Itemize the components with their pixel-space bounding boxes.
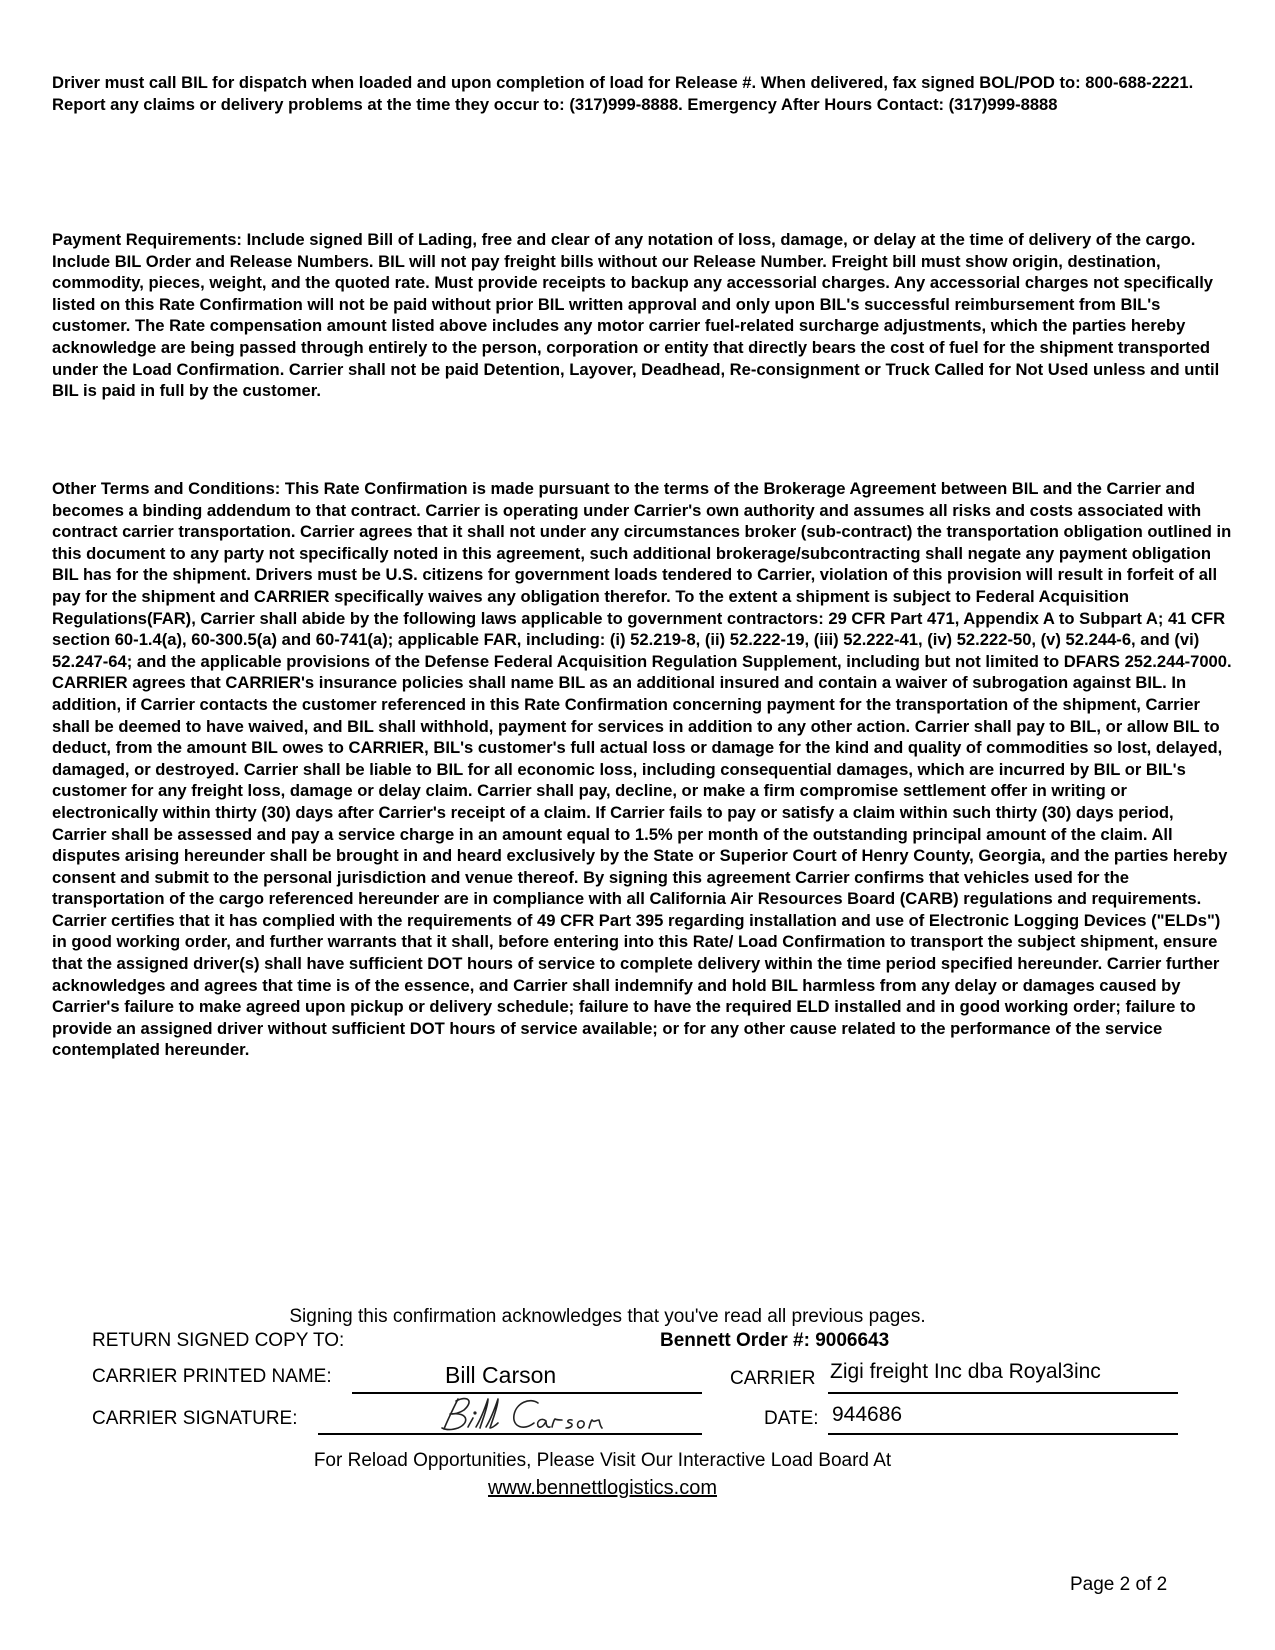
- carrier-printed-name-label: CARRIER PRINTED NAME:: [92, 1366, 332, 1387]
- carrier-label: CARRIER: [730, 1368, 816, 1389]
- acknowledgement-text: Signing this confirmation acknowledges that you've read all previous pages.: [289, 1306, 926, 1327]
- carrier-signature-image[interactable]: [434, 1393, 624, 1437]
- page-number: Page 2 of 2: [1070, 1574, 1168, 1595]
- terms-and-conditions: Other Terms and Conditions: This Rate Confirmation is made pursuant to the terms of the Brokerage Agreement between BIL and the Carrier and becomes a binding addendum to that contract. Carrier is operating under Carrier's own authority and assumes all risks and costs associated with contract carrier transportation. Carrier agrees that it shall not under any circumstances broker (sub-contract) the transportation obligation outlined in this document to any party not specifically noted in this agreement, such additional brokerage/subcontracting shall negate any payment obligation BIL has for the shipment. Drivers must be U.S. citizens for government loads tendered to Carrier, violation of this provision will result in forfeit of all pay for the shipment and CARRIER specifically waives any obligation therefor. To the extent a shipment is subject to Federal Acquisition Regulations(FAR), Carrier shall abide by the following laws applicable to government contractors: 29 CFR Part 471, Appendix A to Subpart A; 41 CFR section 60-1.4(a), 60-300.5(a) and 60-741(a); applicable FAR, including: (i) 52.219-8, (ii) 52.222-19, (iii) 52.222-41, (iv) 52.222-50, (v) 52.244-6, and (vi) 52.247-64; and the applicable provisions of the Defense Federal Acquisition Regulation Supplement, including but not limited to DFARS 252.244-7000. CARRIER agrees that CARRIER's insurance policies shall name BIL as an additional insured and contain a waiver of subrogation against BIL. In addition, if Carrier contacts the customer referenced in this Rate Confirmation concerning payment for the transportation of the shipment, Carrier shall be deemed to have waived, and BIL shall withhold, payment for services in addition to any other action. Carrier shall pay to BIL, or allow BIL to deduct, from the amount BIL owes to CARRIER, BIL's customer's full actual loss or damage for the kind and quality of commodities so lost, delayed, damaged, or destroyed. Carrier shall be liable to BIL for all economic loss, including consequential damages, which are incurred by BIL or BIL's customer for any freight loss, damage or delay claim. Carrier shall pay, decline, or make a firm compromise settlement offer in writing or electronically within thirty (30) days after Carrier's receipt of a claim. If Carrier fails to pay or satisfy a claim within such thirty (30) days period, Carrier shall be assessed and pay a service charge in an amount equal to 1.5% per month of the outstanding principal amount of the claim. All disputes arising hereunder shall be brought in and heard exclusively by the State or Superior Court of Henry County, Georgia, and the parties hereby consent and submit to the personal jurisdiction and venue thereof. By signing this agreement Carrier confirms that vehicles used for the transportation of the cargo referenced hereunder are in compliance with all California Air Resources Board (CARB) regulations and requirements. Carrier certifies that it has complied with the requirements of 49 CFR Part 395 regarding installation and use of Electronic Logging Devices ("ELDs") in good working order, and further warrants that it shall, before entering into this Rate/ Load Confirmation to transport the subject shipment, ensure that the assigned driver(s) shall have sufficient DOT hours of service to complete delivery within the time period specified hereunder. Carrier further acknowledges and agrees that time is of the essence, and Carrier shall indemnify and hold BIL harmless from any delay or damages caused by Carrier's failure to make agreed upon pickup or delivery schedule; failure to have the required ELD installed and in good working order; failure to provide an assigned driver without sufficient DOT hours of service available; or for any other cause related to the performance of the service contemplated hereunder.: [52, 479, 1232, 1060]
- dispatch-instructions: Driver must call BIL for dispatch when loaded and upon completion of load for Release #. When delivered, fax signed BOL/POD to: 800-688-2221. Report any claims or delivery problems at the time they occur to: (317)999-8888. Emergency After Hours Contact: (317)999-8888: [52, 73, 1194, 114]
- carrier-printed-name-field[interactable]: Bill Carson: [445, 1362, 557, 1388]
- load-board-link[interactable]: www.bennettlogistics.com: [488, 1477, 717, 1499]
- reload-opportunities-text: For Reload Opportunities, Please Visit Our Interactive Load Board At: [313, 1450, 892, 1471]
- carrier-signature-label: CARRIER SIGNATURE:: [92, 1408, 298, 1429]
- bennett-order-number: Bennett Order #: 9006643: [660, 1330, 890, 1351]
- date-label: DATE:: [764, 1408, 819, 1429]
- date-line: [828, 1433, 1178, 1435]
- carrier-line: [828, 1392, 1178, 1394]
- payment-requirements: Payment Requirements: Include signed Bill of Lading, free and clear of any notation of loss, damage, or delay at the time of delivery of the cargo. Include BIL Order and Release Numbers. BIL will not pay freight bills without our Release Number. Freight bill must show origin, destination, commodity, pieces, weight, and the quoted rate. Must provide receipts to backup any accessorial charges. Any accessorial charges not specifically listed on this Rate Confirmation will not be paid without prior BIL written approval and only upon BIL's successful reimbursement from BIL's customer. The Rate compensation amount listed above includes any motor carrier fuel-related surcharge adjustments, which the parties hereby acknowledge are being passed through entirely to the person, corporation or entity that directly bears the cost of fuel for the shipment transported under the Load Confirmation. Carrier shall not be paid Detention, Layover, Deadhead, Re-consignment or Truck Called for Not Used unless and until BIL is paid in full by the customer.: [52, 230, 1220, 401]
- return-signed-copy-label: RETURN SIGNED COPY TO:: [92, 1330, 345, 1351]
- date-field[interactable]: 944686: [832, 1403, 903, 1426]
- carrier-name-field[interactable]: Zigi freight Inc dba Royal3inc: [830, 1360, 1101, 1383]
